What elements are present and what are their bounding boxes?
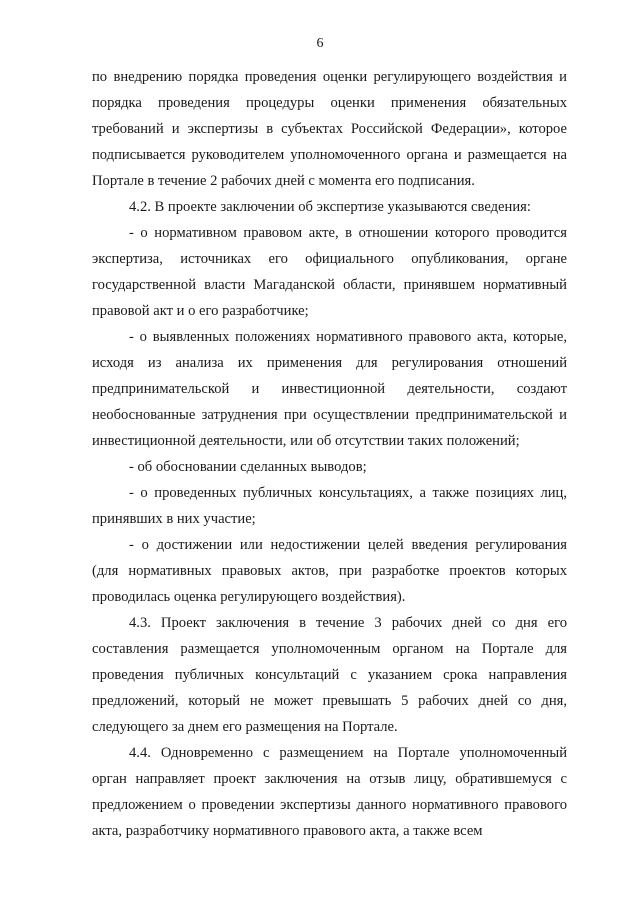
paragraph-4-3: 4.3. Проект заключения в течение 3 рабочих дней со дня его составления размещается уполномоченным органом на Портале для проведения публичных консультаций с указанием срока направления предложений, который не может превышать 5 рабочих дней со дня, следующего за днем его размещения на Портале. bbox=[92, 615, 567, 735]
paragraph-item-justification: - об обосновании сделанных выводов; bbox=[129, 459, 367, 475]
page-number: 6 bbox=[316, 36, 324, 51]
paragraph-continuation: по внедрению порядка проведения оценки регулирующего воздействия и порядка проведения процедуры оценки применения обязательных требований и экспертизы в субъектах Российской Федерации», которое подписывается руководителем уполномоченного органа и размещается на Портале в течение 2 рабочих дней с момента его подписания. bbox=[92, 69, 567, 189]
paragraph-4-2-heading: 4.2. В проекте заключении об экспертизе указываются сведения: bbox=[129, 199, 531, 215]
paragraph-item-goals: - о достижении или недостижении целей введения регулирования (для нормативных правовых актов, при разработке проектов которых проводилась оценка регулирующего воздействия). bbox=[92, 537, 567, 605]
paragraph-4-4: 4.4. Одновременно с размещением на Портале уполномоченный орган направляет проект заключения на отзыв лицу, обратившемуся с предложением о проведении экспертизы данного нормативного правового акта, разработчику нормативного правового акта, а также всем bbox=[92, 745, 567, 839]
paragraph-item-consultations: - о проведенных публичных консультациях, а также позициях лиц, принявших в них участие; bbox=[92, 485, 567, 527]
paragraph-item-legal-act: - о нормативном правовом акте, в отношении которого проводится экспертиза, источниках его официального опубликования, органе государственной власти Магаданской области, принявшем нормативный правовой акт и о его разработчике; bbox=[92, 225, 567, 319]
paragraph-item-provisions: - о выявленных положениях нормативного правового акта, которые, исходя из анализа их применения для регулирования отношений предпринимательской и инвестиционной деятельности, создают необоснованные затруднения при осуществлении предпринимательской и инвестиционной деятельности, или об отсутствии таких положений; bbox=[92, 329, 567, 449]
document-body bbox=[92, 64, 567, 844]
